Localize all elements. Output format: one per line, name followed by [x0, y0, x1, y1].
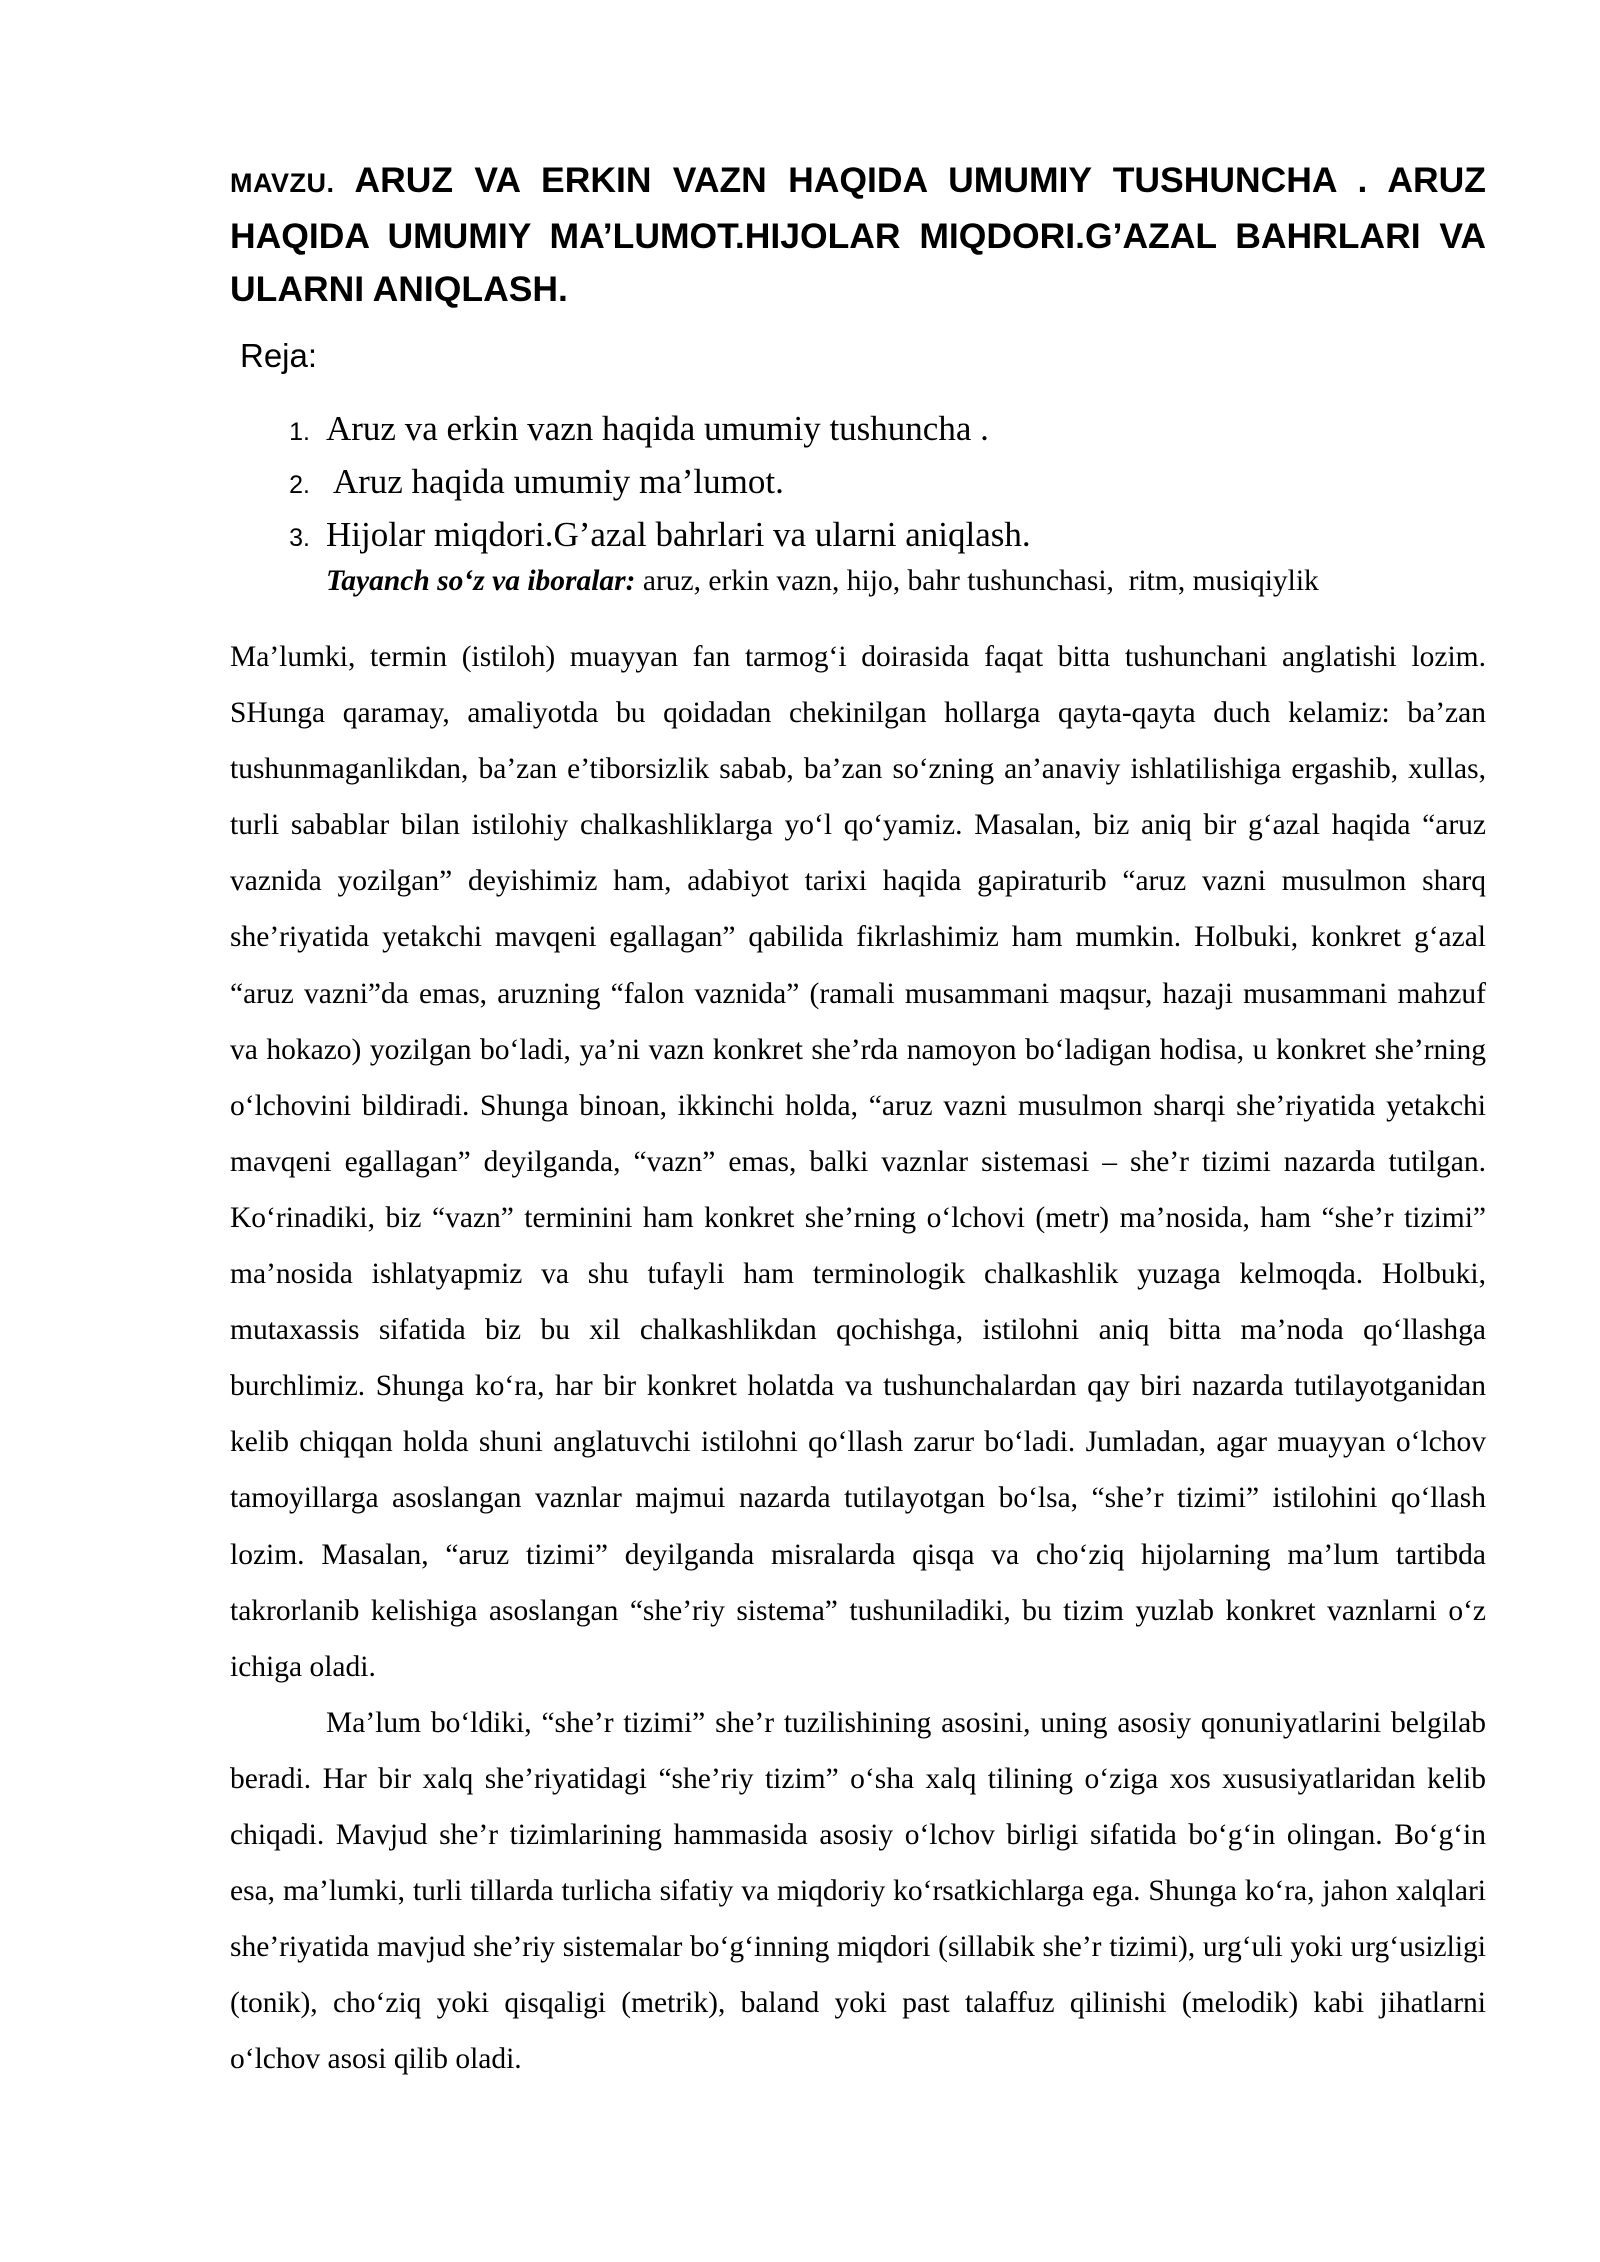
document-title [230, 150, 1486, 316]
keywords-text: aruz, erkin vazn, hijo, bahr tushunchasi, ritm, musiqiylik [635, 565, 1319, 597]
plan-item-text: Aruz haqida umumiy ma’lumot. [326, 462, 784, 501]
plan-item-3 [230, 510, 1486, 563]
plan-item-1 [230, 404, 1486, 457]
paragraph-1: Ma’lumki, termin (istiloh) muayyan fan tarmog‘i doirasida faqat bitta tushunchani anglatishi lozim. SHunga qaramay, amaliyotda bu qoidadan chekinilgan hollarga qayta-qayta duch kelamiz: ba’zan tushunmaganlikdan, ba’zan e’tiborsizlik sabab, ba’zan so‘zning an’anaviy ishlatilishiga ergashib, xullas, turli sabablar bilan istilohiy chalkashliklarga yo‘l qo‘yamiz. Masalan, biz aniq bir g‘azal haqida “aruz vaznida yozilgan” deyishimiz ham, adabiyot tarixi haqida gapiraturib “aruz vazni musulmon sharq she’riyatida yetakchi mavqeni egallagan” qabilida fikrlashimiz ham mumkin. Holbuki, konkret g‘azal “aruz vazni”da emas, aruzning “falon vaznida” (ramali musammani maqsur, hazaji musammani mahzuf va hokazo) yozilgan bo‘ladi, ya’ni vazn konkret she’rda namoyon bo‘ladigan hodisa, u konkret she’rning o‘lchovini bildiradi. Shunga binoan, ikkinchi holda, “aruz vazni musulmon sharqi she’riyatida yetakchi mavqeni egallagan” deyilganda, “vazn” emas, balki vaznlar sistemasi – she’r tizimi nazarda tutilgan. Ko‘rinadiki, biz “vazn” terminini ham konkret she’rning o‘lchovi (metr) ma’nosida, ham “she’r tizimi” ma’nosida ishlatyapmiz va shu tufayli ham terminologik chalkashlik yuzaga kelmoqda. Holbuki, mutaxassis sifatida biz bu xil chalkashlikdan qochishga, istilohni aniq bitta ma’noda qo‘llashga burchlimiz. Shunga ko‘ra, har bir konkret holatda va tushunchalardan qay biri nazarda tutilayotganidan kelib chiqqan holda shuni anglatuvchi istilohni qo‘llash zarur bo‘ladi. Jumladan, agar muayyan o‘lchov tamoyillarga asoslangan vaznlar majmui nazarda tutilayotgan bo‘lsa, “she’r tizimi” istilohini qo‘llash lozim. Masalan, “aruz tizimi” deyilganda misralarda qisqa va cho‘ziq hijolarning ma’lum tartibda takrorlanib kelishiga asoslangan “she’riy sistema” tushuniladiki, bu tizim yuzlab konkret vaznlarni o‘z ichiga oladi. [230, 641, 1486, 1683]
paragraph-2: Ma’lum bo‘ldiki, “she’r tizimi” she’r tuzilishining asosini, uning asosiy qonuniyatlarini belgilab beradi. Har bir xalq she’riyatidagi “she’riy tizim” o‘sha xalq tilining o‘ziga xos xususiyatlaridan kelib chiqadi. Mavjud she’r tizimlarining hammasida asosiy o‘lchov birligi sifatida bo‘g‘in olingan. Bo‘g‘in esa, ma’lumki, turli tillarda turlicha sifatiy va miqdoriy ko‘rsatkichlarga ega. Shunga ko‘ra, jahon xalqlari she’riyatida mavjud she’riy sistemalar bo‘g‘inning miqdori (sillabik she’r tizimi), urg‘uli yoki urg‘usizligi (tonik), cho‘ziq yoki qisqaligi (metrik), baland yoki past talaffuz qilinishi (melodik) kabi jihatlarni o‘lchov asosi qilib oladi. [230, 1706, 1486, 2076]
title-prefix: MAVZU. [230, 168, 335, 198]
plan-heading: Reja: [240, 337, 318, 374]
plan-list [230, 404, 1486, 563]
title-main: ARUZ VA ERKIN VAZN HAQIDA UMUMIY TUSHUNCHA . ARUZ HAQIDA UMUMIY MA’LUMOT.HIJOLAR MIQDORI.G’AZAL BAHRLARI VA ULARNI ANIQLASH. [230, 160, 1486, 309]
plan-item-number: 3. [289, 524, 310, 552]
plan-item-text: Aruz va erkin vazn haqida umumiy tushuncha . [326, 409, 989, 448]
body-text [230, 629, 1486, 2087]
plan-item-number: 1. [289, 418, 310, 446]
plan-item-text: Hijolar miqdori.G’azal bahrlari va ularni aniqlash. [326, 515, 1031, 554]
keywords-line [326, 561, 1486, 601]
document-page [230, 150, 1486, 2087]
keywords-label: Tayanch so‘z va iboralar: [326, 565, 636, 597]
plan-item-number: 2. [289, 471, 310, 499]
plan-item-2 [230, 457, 1486, 510]
